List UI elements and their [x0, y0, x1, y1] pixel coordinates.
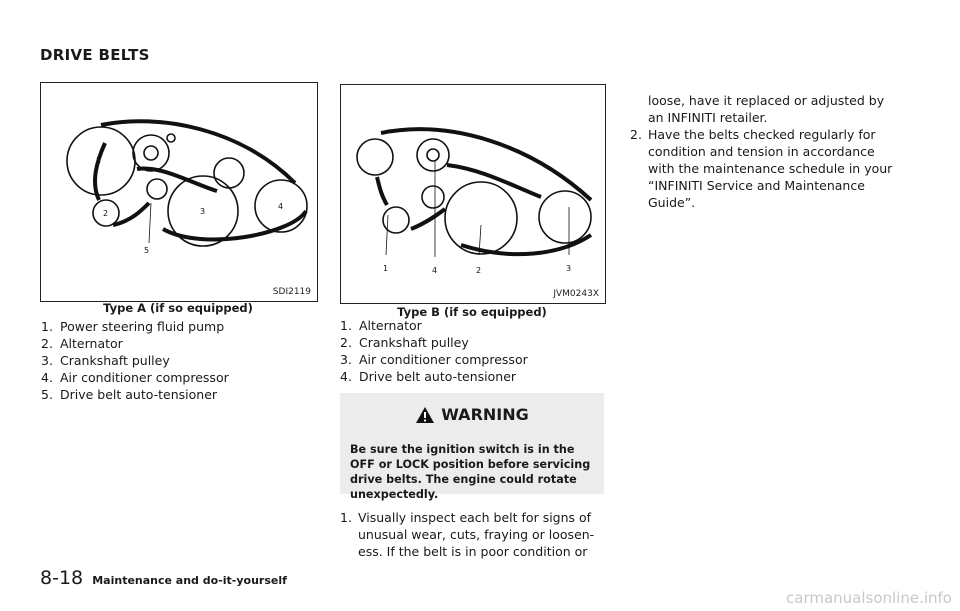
figure-a-legend — [41, 318, 316, 403]
callout-2: 2 — [476, 266, 482, 275]
crankshaft-pulley — [445, 182, 517, 254]
figure-code-b: JVM0243X — [553, 289, 599, 299]
idler-pulley — [357, 139, 393, 175]
watermark: carmanualsonline.info — [786, 589, 952, 607]
list-item: 5. Drive belt auto-tensioner — [41, 387, 218, 402]
list-item: 3. Crankshaft pulley — [41, 353, 170, 368]
callout-4: 4 — [432, 266, 438, 275]
tensioner-pulley — [417, 139, 449, 171]
callout-labels-b — [383, 264, 571, 275]
belt-diagram-type-b — [341, 85, 605, 303]
callout-5: 5 — [144, 246, 150, 255]
callout-3: 3 — [200, 207, 206, 216]
step-2: 2. Have the belts checked regularly for condition and tension in accordance with the maintenance schedule in your “INFINITI Service and Maintenance Guide”. — [630, 126, 896, 211]
warning-heading — [340, 405, 604, 424]
callout-4: 4 — [278, 202, 284, 211]
step-2-text: Have the belts checked regularly for condition and tension in accordance with the maintenance schedule in your “INFINITI Service and Maintenance Guide”. — [648, 127, 893, 210]
list-item: 3. Air conditioner compressor — [340, 352, 528, 367]
list-item: 2. Crankshaft pulley — [340, 335, 469, 350]
list-item: 4. Drive belt auto-tensioner — [340, 369, 517, 384]
warning-text: Be sure the ignition switch is in the OFF or LOCK position before servicing drive belts. The engine could rotate unexpectedly. — [350, 443, 591, 501]
list-item: 1. Power steering fluid pump — [41, 319, 225, 334]
belt-diagram-type-a — [41, 83, 317, 301]
list-item: 1. Alternator — [340, 318, 422, 333]
step-1-continued — [630, 92, 896, 126]
figure-code-a: SDI2119 — [272, 287, 311, 297]
page-number: 8-18 — [40, 567, 84, 589]
warning-box — [340, 393, 604, 501]
page-footer — [40, 567, 287, 589]
figure-b-legend — [340, 317, 604, 385]
ac-compressor-pulley — [539, 191, 591, 243]
figure-a-caption: Type A (if so equipped) — [103, 301, 253, 315]
list-item: 4. Air conditioner compressor — [41, 370, 229, 385]
figure-type-b — [340, 84, 606, 304]
step-1: 1. Visually inspect each belt for signs of unusual wear, cuts, fraying or loosen-ess. If the belt is in poor condition or — [340, 509, 608, 560]
callout-1: 1 — [383, 264, 389, 273]
warning-triangle-icon — [415, 406, 435, 424]
warning-title: WARNING — [441, 405, 529, 424]
tensioner-pulley — [133, 135, 169, 171]
chapter-title: Maintenance and do-it-yourself — [92, 574, 287, 587]
figure-type-a — [40, 82, 318, 302]
section-title: DRIVE BELTS — [40, 46, 150, 64]
callout-3: 3 — [566, 264, 572, 273]
figure-b-caption: Type B (if so equipped) — [397, 305, 547, 319]
step-1-text: Visually inspect each belt for signs of unusual wear, cuts, fraying or loosen-ess. If the belt is in poor condition or — [358, 510, 595, 559]
callout-2: 2 — [103, 209, 109, 218]
list-item: 2. Alternator — [41, 336, 123, 351]
step-1-continued-text: loose, have it replaced or adjusted by an INFINITI retailer. — [648, 93, 885, 125]
callout-1: 1 — [96, 156, 102, 165]
